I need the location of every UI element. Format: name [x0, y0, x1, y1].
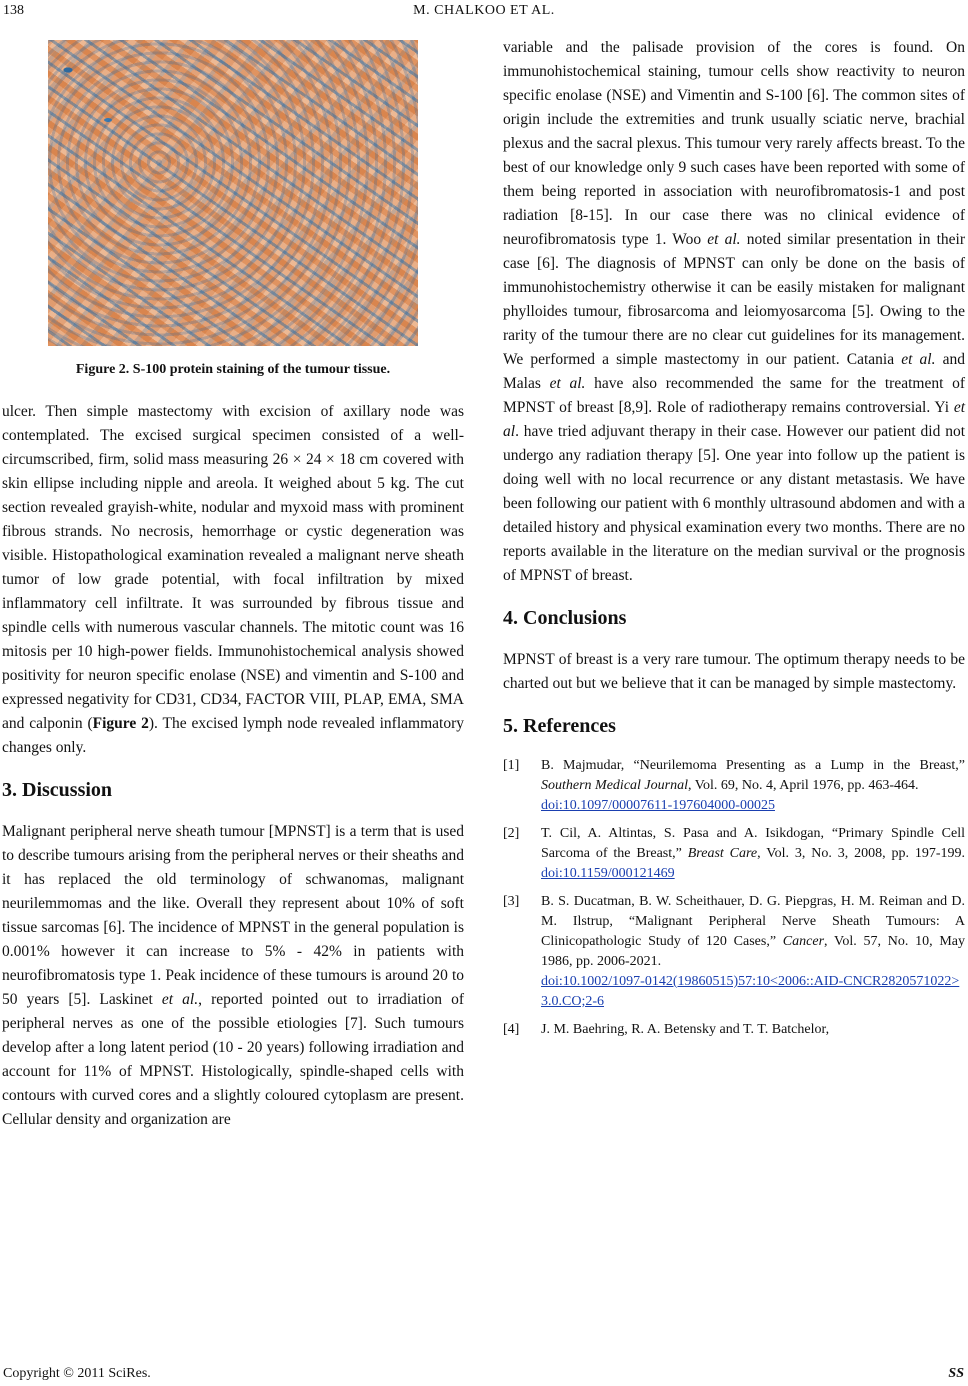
copyright-notice: Copyright © 2011 SciRes.: [3, 1366, 151, 1381]
running-title: M. CHALKOO ET AL.: [413, 3, 555, 18]
section-heading-discussion: 3. Discussion: [2, 779, 113, 801]
doi-link[interactable]: doi:10.1002/1097-0142(19860515)57:10<2006::AID-CNCR2820571022>3.0.CO;2-6: [541, 974, 960, 1009]
reference-list: [503, 756, 965, 1040]
left-column: [2, 36, 464, 1132]
figure-2: [2, 40, 464, 382]
reference-item: [2] T. Cil, A. Altintas, S. Pasa and A. Isikdogan, “Primary Spindle Cell Sarcoma of the Breast,” Breast Care, Vol. 3, No. 3, 2008, pp. 197-199. doi:10.1159/000121469: [503, 826, 965, 881]
page-number: 138: [3, 3, 24, 18]
section-heading-conclusions: 4. Conclusions: [503, 607, 627, 629]
figure-caption: Figure 2. S-100 protein staining of the tumour tissue.: [75, 362, 391, 377]
histology-image: [48, 40, 418, 346]
paragraph-discussion-continued: variable and the palisade provision of the cores is found. On immunohistochemical staining, tumour cells show reactivity to neuron specific enolase (NSE) and Vimentin and S-100 [6]. The common sites of origin include the extremities and trunk usually sciatic nerve, brachial plexus and the sacral plexus. This tumour very rarely affects breast. To the best of our knowledge only 9 such cases have been reported with some of them being reported in association with neurofibromatosis-1 and post radiation [8-15]. In our case there was no clinical evidence of neurofibromatosis type 1. Woo et al. noted similar presentation in their case [6]. The diagnosis of MPNST can only be done on the basis of immunohistochemistry otherwise it can be easily mistaken for malignant phylloides tumour, fibrosarcoma and leiomyosarcoma [5]. Owing to the rarity of the tumour there are no clear cut guidelines for its management. We performed a simple mastectomy in our patient. Catania et al. and Malas et al. have also recommended the same for the treatment of MPNST of breast [8,9]. Role of radiotherapy remains controversial. Yi et al. have tried adjuvant therapy in their case. However our patient did not undergo any radiation therapy [5]. One year into follow up the patient is doing well with no local recurrence or any distant metastasis. We have been following our patient with 6 monthly ultrasound abdomen and with a detailed history and physical examination every two months. There are no reports available in the literature on the median survival or the prognosis of MPNST of breast.: [503, 39, 965, 584]
reference-item: [3] B. S. Ducatman, B. W. Scheithauer, D. G. Piepgras, H. M. Reiman and D. M. Ilstrup, “Malignant Peripheral Nerve Sheath Tumours: A Clinicopathologic Study of 120 Cases,” Cancer, Vol. 57, No. 10, May 1986, pp. 2006-2021. doi:10.1002/1097-0142(19860515)57:10<2006::AID-CNCR2820571022>3.0.CO;2-6: [503, 892, 965, 1012]
section-heading-references: 5. References: [503, 715, 616, 737]
paragraph-case-report: ulcer. Then simple mastectomy with excision of axillary node was contemplated. The excised surgical specimen consisted of a well-circumscribed, firm, solid mass measuring 26 × 24 × 18 cm covered with skin ellipse including nipple and areola. It weighed about 5 kg. The cut section revealed grayish-white, nodular and myxoid mass with prominent fibrous strands. No necrosis, hemorrhage or cystic degeneration was visible. Histopathological examination revealed a malignant nerve sheath tumor of low grade potential, with focal infiltration by mixed inflammatory cell infiltrate. It was surrounded by fibrous tissue and spindle cells with numerous vascular channels. The mitotic count was 16 mitosis per 10 high-power fields. Immunohistochemical analysis showed positivity for neuron specific enolase (NSE) and vimentin and S-100 and expressed negativity for CD31, CD34, FACTOR VIII, PLAP, EMA, SMA and calponin (Figure 2). The excised lymph node revealed inflammatory changes only.: [2, 403, 464, 756]
reference-item: [1] B. Majmudar, “Neurilemoma Presenting as a Lump in the Breast,” Southern Medical Journal, Vol. 69, No. 4, April 1976, pp. 463-464. doi:10.1097/00007611-197604000-00025: [503, 756, 965, 816]
right-column: [503, 36, 965, 1048]
journal-abbreviation: SS: [948, 1366, 964, 1381]
paragraph-conclusions: MPNST of breast is a very rare tumour. The optimum therapy needs to be charted out but we believe that it can be managed by simple mastectomy.: [503, 651, 965, 692]
paragraph-discussion: Malignant peripheral nerve sheath tumour [MPNST] is a term that is used to describe tumours arising from the peripheral nerves or their sheaths and it has replaced the old terminology of schwanomas, malignant neurilemmomas and the like. Overall they represent about 10% of soft tissue sarcomas [6]. The incidence of MPNST in the general population is 0.001% however it can increase to 5% - 42% in patients with neurofibromatosis type 1. Peak incidence of these tumours is around 20 to 50 years [5]. Laskinet et al., reported pointed out to irradiation of peripheral nerves as one of the possible etiologies [7]. Such tumours develop after a long latent period (10 - 20 years) following irradiation and account for 11% of MPNST. Histologically, spindle-shaped cells with contours with curved cores and a slightly coloured cytoplasm are present. Cellular density and organization are: [2, 823, 464, 1128]
figure-reference[interactable]: Figure 2: [92, 715, 149, 732]
reference-item: [4] J. M. Baehring, R. A. Betensky and T. T. Batchelor,: [503, 1022, 830, 1037]
doi-link[interactable]: doi:10.1159/000121469: [541, 866, 675, 881]
doi-link[interactable]: doi:10.1097/00007611-197604000-00025: [541, 798, 775, 813]
page-header: [0, 0, 968, 24]
